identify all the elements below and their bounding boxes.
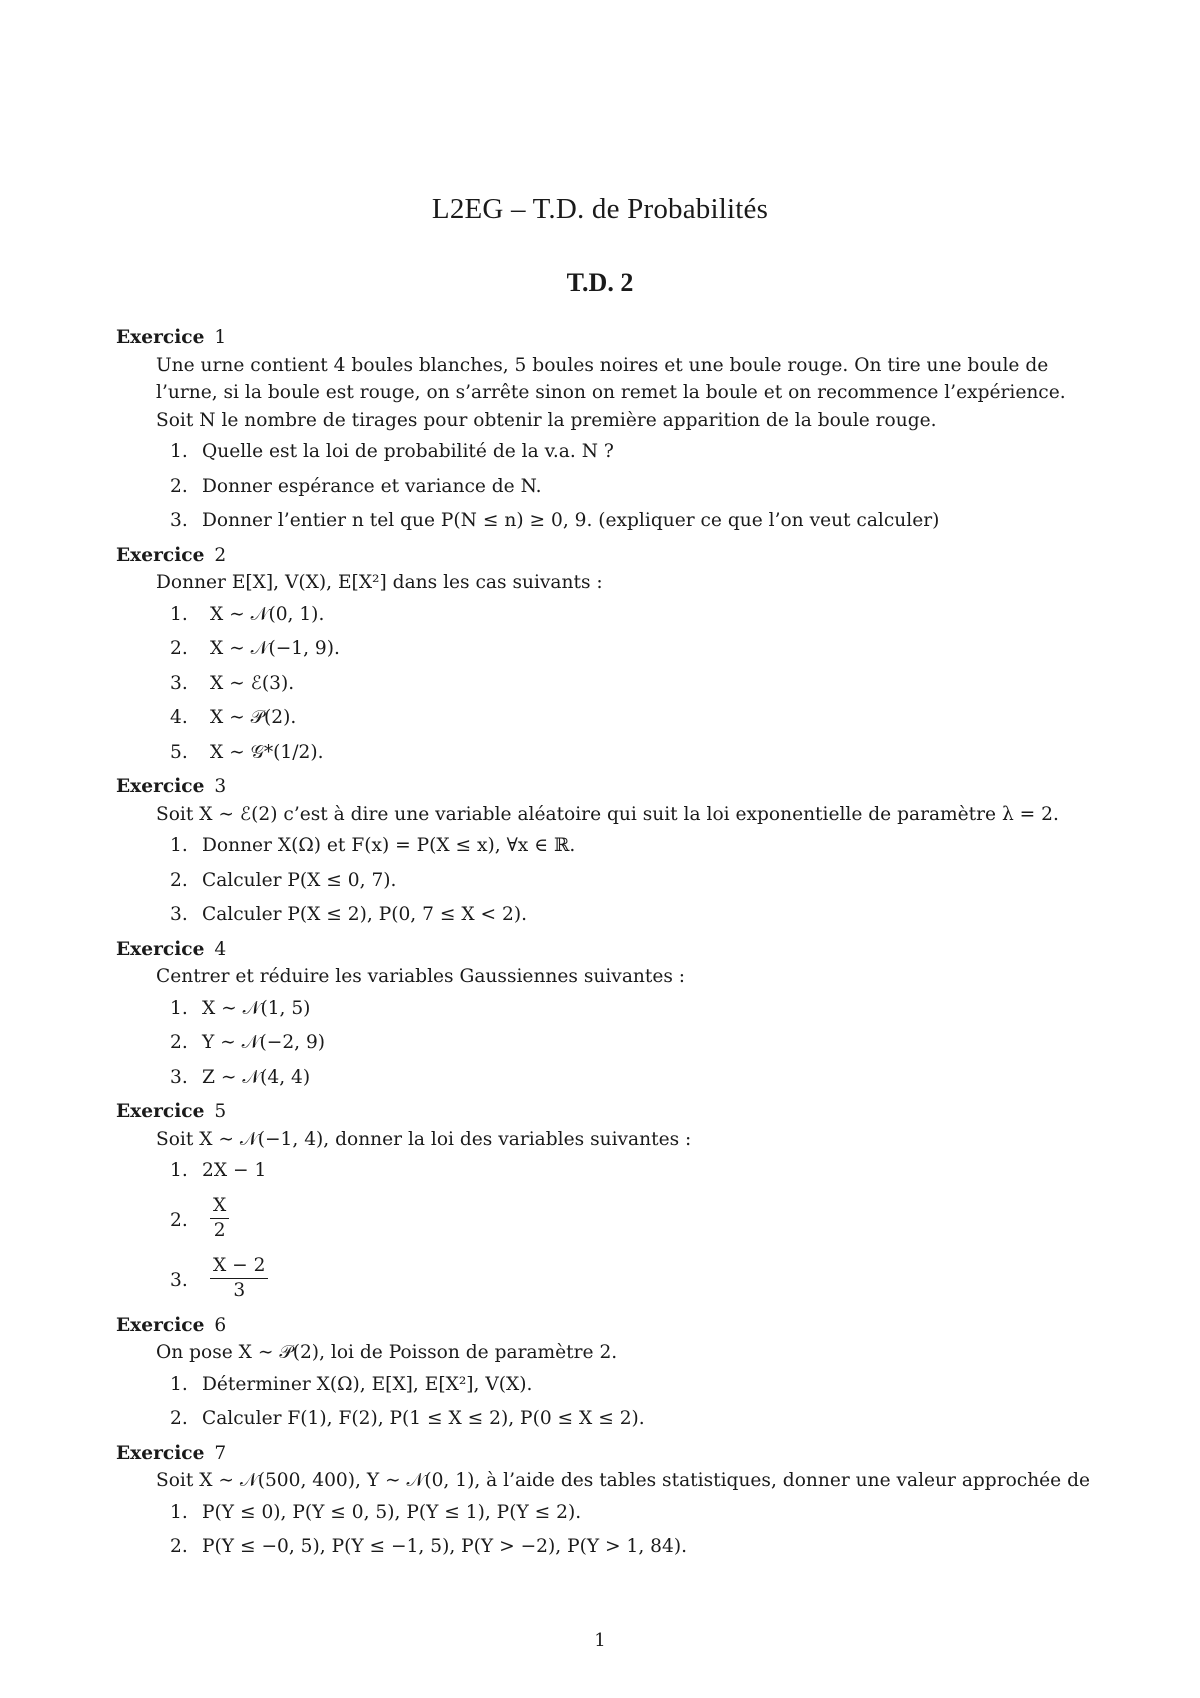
exercise-intro: Soit X ∼ 𝒩(500, 400), Y ∼ 𝒩(0, 1), à l’aide des tables statistiques, donner une valeur approchée de: [156, 1470, 1090, 1491]
list-item: [116, 1029, 1096, 1057]
exercise-label: Exercice: [116, 776, 205, 797]
list-item: [116, 1499, 1096, 1527]
exercise-heading: [116, 1312, 1096, 1340]
exercise-number: 4: [214, 938, 227, 960]
item-number: 1.: [170, 997, 188, 1019]
exercise-items: [116, 832, 1096, 929]
list-item: [116, 635, 1096, 663]
item-text: P(Y ≤ −0, 5), P(Y ≤ −1, 5), P(Y > −2), P(Y > 1, 84).: [202, 1536, 687, 1557]
item-number: 2.: [170, 638, 188, 659]
list-item: [116, 901, 1096, 929]
item-number: 3.: [170, 1269, 188, 1291]
exercise-items: [116, 601, 1096, 767]
exercise-number: 2: [214, 544, 227, 566]
item-text: Calculer P(X ≤ 2), P(0, 7 ≤ X < 2).: [202, 904, 527, 925]
list-item: [116, 739, 1096, 767]
exercise-intro: On pose X ∼ 𝒫(2), loi de Poisson de paramètre 2.: [156, 1342, 618, 1363]
exercise-items: [116, 1499, 1096, 1561]
exercise-intro: Une urne contient 4 boules blanches, 5 boules noires et une boule rouge. On tire une boule de l’urne, si la boule est rouge, on s’arrête sinon on remet la boule et on recommence l’expérience. Soit N le nombre de tirages pour obtenir la première apparition de la boule rouge.: [156, 354, 1066, 431]
exercise-heading: [116, 773, 1096, 801]
exercise-label: Exercice: [116, 1442, 205, 1464]
item-number: 3.: [170, 510, 188, 531]
item-text: X ∼ 𝒢*(1/2).: [210, 741, 324, 763]
exercise-5: [116, 1098, 1096, 1305]
document-subtitle: T.D. 2: [566, 268, 634, 297]
list-item: [116, 995, 1096, 1023]
item-text: X ∼ 𝒩(−1, 9).: [210, 638, 340, 659]
item-text: Donner X(Ω) et F(x) = P(X ≤ x), ∀x ∈ ℝ.: [202, 835, 576, 856]
exercise-intro: Soit X ∼ 𝒩(−1, 4), donner la loi des variables suivantes :: [156, 1128, 692, 1150]
list-item: [116, 1157, 1096, 1185]
item-text: Donner espérance et variance de N.: [202, 475, 542, 497]
exercise-3: [116, 773, 1096, 929]
exercise-number: 3: [214, 776, 227, 797]
exercise-1: [116, 324, 1096, 535]
item-number: 5.: [170, 741, 188, 763]
item-text: X ∼ 𝒫(2).: [210, 707, 297, 728]
fraction-numerator: X: [210, 1194, 229, 1219]
item-number: 2.: [170, 1209, 188, 1231]
item-text: X ∼ 𝒩(0, 1).: [210, 603, 325, 625]
list-item: [116, 1064, 1096, 1092]
exercise-2: [116, 542, 1096, 767]
exercise-label: Exercice: [116, 327, 205, 348]
list-item: [116, 867, 1096, 895]
exercise-intro: Centrer et réduire les variables Gaussiennes suivantes :: [156, 966, 686, 987]
exercise-4: [116, 936, 1096, 1092]
list-item: [116, 1371, 1096, 1399]
item-text: X ∼ ℰ(3).: [210, 672, 295, 694]
item-text: 2X − 1: [202, 1160, 267, 1181]
item-text: Z ∼ 𝒩(4, 4): [202, 1066, 311, 1088]
item-text: Donner l’entier n tel que P(N ≤ n) ≥ 0, 9. (expliquer ce que l’on veut calculer): [202, 510, 940, 531]
list-item: [116, 832, 1096, 860]
exercise-heading: [116, 936, 1096, 964]
list-item: [116, 1192, 1096, 1245]
fraction: [210, 1194, 229, 1243]
list-item: [116, 601, 1096, 629]
document-body: [116, 322, 1096, 1568]
exercise-items: [116, 995, 1096, 1092]
list-item: [116, 438, 1096, 466]
item-number: 2.: [170, 1408, 188, 1429]
exercise-heading: [116, 542, 1096, 570]
list-item: [116, 1533, 1096, 1561]
exercise-number: 6: [214, 1314, 227, 1336]
item-number: 1.: [170, 1501, 188, 1523]
fraction-denominator: 3: [233, 1279, 246, 1301]
item-number: 1.: [170, 1160, 188, 1181]
list-item: [116, 507, 1096, 535]
exercise-items: [116, 438, 1096, 535]
fraction-numerator: X − 2: [210, 1254, 268, 1279]
item-text: P(Y ≤ 0), P(Y ≤ 0, 5), P(Y ≤ 1), P(Y ≤ 2).: [202, 1501, 582, 1523]
exercise-label: Exercice: [116, 938, 205, 960]
fraction: [210, 1254, 268, 1303]
exercise-label: Exercice: [116, 1101, 205, 1122]
list-item: [116, 1405, 1096, 1433]
item-number: 3.: [170, 904, 188, 925]
item-number: 2.: [170, 1032, 188, 1053]
exercise-intro: Soit X ∼ ℰ(2) c’est à dire une variable aléatoire qui suit la loi exponentielle de paramètre λ = 2.: [156, 803, 1059, 825]
item-number: 1.: [170, 1373, 188, 1395]
item-text: Déterminer X(Ω), E[X], E[X²], V(X).: [202, 1373, 533, 1395]
exercise-6: [116, 1312, 1096, 1433]
item-number: 1.: [170, 441, 188, 462]
item-text: Calculer F(1), F(2), P(1 ≤ X ≤ 2), P(0 ≤ X ≤ 2).: [202, 1408, 645, 1429]
exercise-intro: Donner E[X], V(X), E[X²] dans les cas suivants :: [156, 572, 603, 593]
exercise-label: Exercice: [116, 1314, 205, 1336]
item-number: 1.: [170, 835, 188, 856]
item-number: 1.: [170, 603, 188, 625]
exercise-number: 7: [214, 1442, 227, 1464]
item-text: Y ∼ 𝒩(−2, 9): [202, 1032, 326, 1053]
item-number: 3.: [170, 1066, 188, 1088]
fraction-denominator: 2: [213, 1219, 226, 1241]
exercise-items: [116, 1371, 1096, 1433]
item-number: 3.: [170, 672, 188, 694]
item-number: 2.: [170, 869, 188, 891]
item-text: Calculer P(X ≤ 0, 7).: [202, 869, 397, 891]
item-text: Quelle est la loi de probabilité de la v.a. N ?: [202, 441, 614, 462]
exercise-number: 5: [214, 1101, 227, 1122]
exercise-heading: [116, 1098, 1096, 1126]
exercise-number: 1: [214, 327, 227, 348]
page-number: 1: [594, 1630, 606, 1651]
list-item: [116, 704, 1096, 732]
exercise-heading: [116, 324, 1096, 352]
exercise-7: [116, 1440, 1096, 1561]
exercise-heading: [116, 1440, 1096, 1468]
exercise-items: [116, 1157, 1096, 1305]
list-item: [116, 1252, 1096, 1305]
list-item: [116, 473, 1096, 501]
item-number: 2.: [170, 475, 188, 497]
list-item: [116, 670, 1096, 698]
item-number: 2.: [170, 1536, 188, 1557]
item-number: 4.: [170, 707, 188, 728]
exercise-label: Exercice: [116, 544, 205, 566]
item-text: X ∼ 𝒩(1, 5): [202, 997, 311, 1019]
document-title: L2EG – T.D. de Probabilités: [431, 193, 769, 225]
